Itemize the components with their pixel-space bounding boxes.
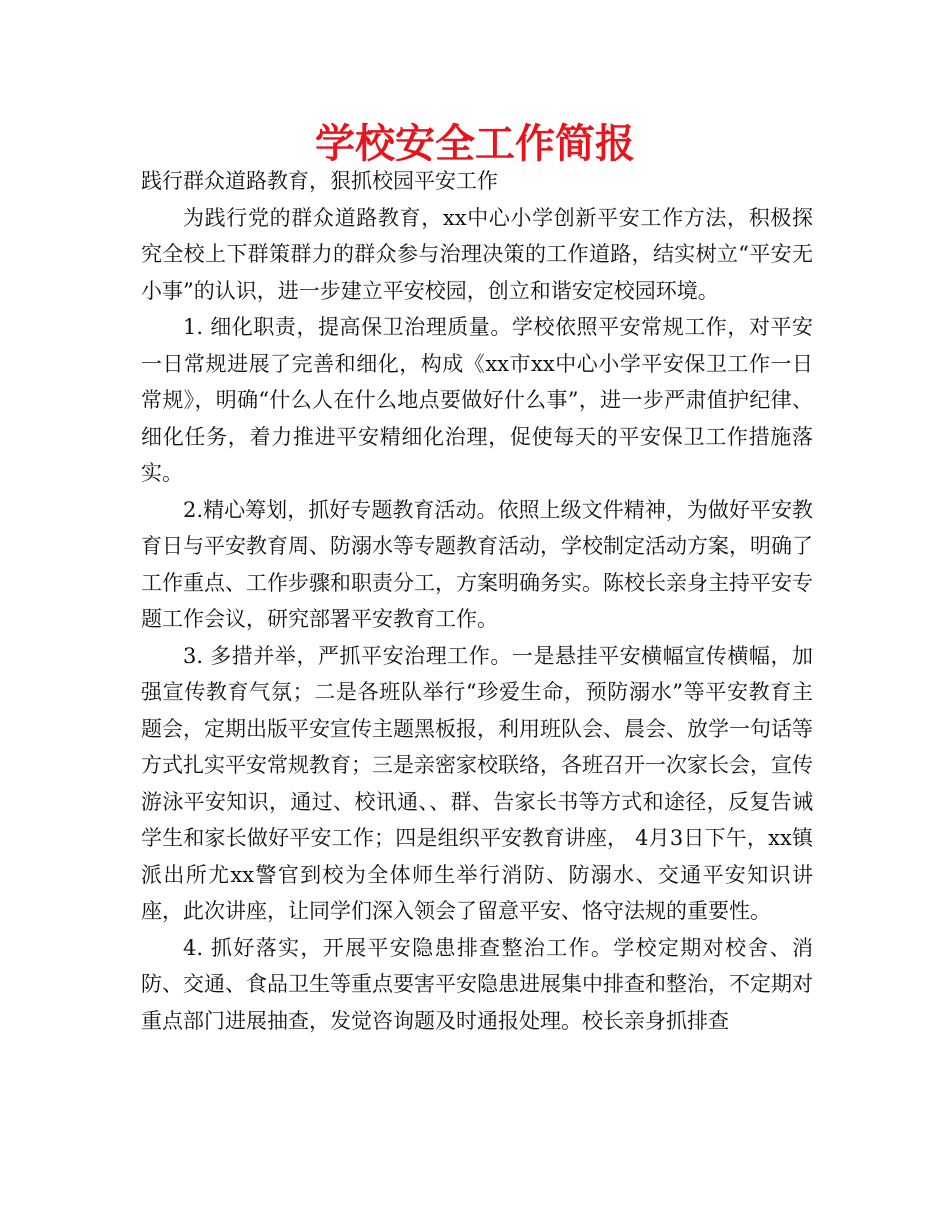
document-title: 学校安全工作简报 [315,121,635,167]
document-body [141,163,813,1039]
paragraph-item-3: 3. 多措并举，严抓平安治理工作。一是悬挂平安横幅宣传横幅，加强宣传教育气氛；二是各班队举行“珍爱生命，预防溺水”等平安教育主题会，定期出版平安宣传主题黑板报，利用班队会、晨会、放学一句话等方式扎实平安常规教育；三是亲密家校联络，各班召开一次家长会，宣传游泳平安知识，通过、校讯通、、群、告家长书等方式和途径，反复告诫学生和家长做好平安工作；四是组织平安教育讲座， 4月3日下午，xx镇派出所尤xx警官到校为全体师生举行消防、防溺水、交通平安知识讲座，此次讲座，让同学们深入领会了留意平安、恪守法规的重要性。 [141,643,813,923]
paragraph-item-1: 1. 细化职责，提高保卫治理质量。学校依照平安常规工作，对平安一日常规进展了完善和细化，构成《xx市xx中心小学平安保卫工作一日常规》，明确“什么人在什么地点要做好什么事”，进一步严肃值护纪律、细化任务，着力推进平安精细化治理，促使每天的平安保卫工作措施落实。 [141,315,813,485]
paragraph-item-4: 4. 抓好落实，开展平安隐患排查整治工作。学校定期对校舍、消防、交通、食品卫生等重点要害平安隐患进展集中排查和整治，不定期对重点部门进展抽查，发觉咨询题及时通报处理。校长亲身抓排查 [141,935,813,1033]
paragraph-intro: 为践行党的群众道路教育，xx中心小学创新平安工作方法，积极探究全校上下群策群力的群众参与治理决策的工作道路，结实树立“平安无小事”的认识，进一步建立平安校园，创立和谐安定校园环境。 [141,205,813,303]
document-subtitle: 践行群众道路教育，狠抓校园平安工作 [141,169,498,193]
paragraph-item-2: 2.精心筹划，抓好专题教育活动。依照上级文件精神，为做好平安教育日与平安教育周、防溺水等专题教育活动，学校制定活动方案，明确了工作重点、工作步骤和职责分工，方案明确务实。陈校长亲身主持平安专题工作会议，研究部署平安教育工作。 [141,497,813,631]
